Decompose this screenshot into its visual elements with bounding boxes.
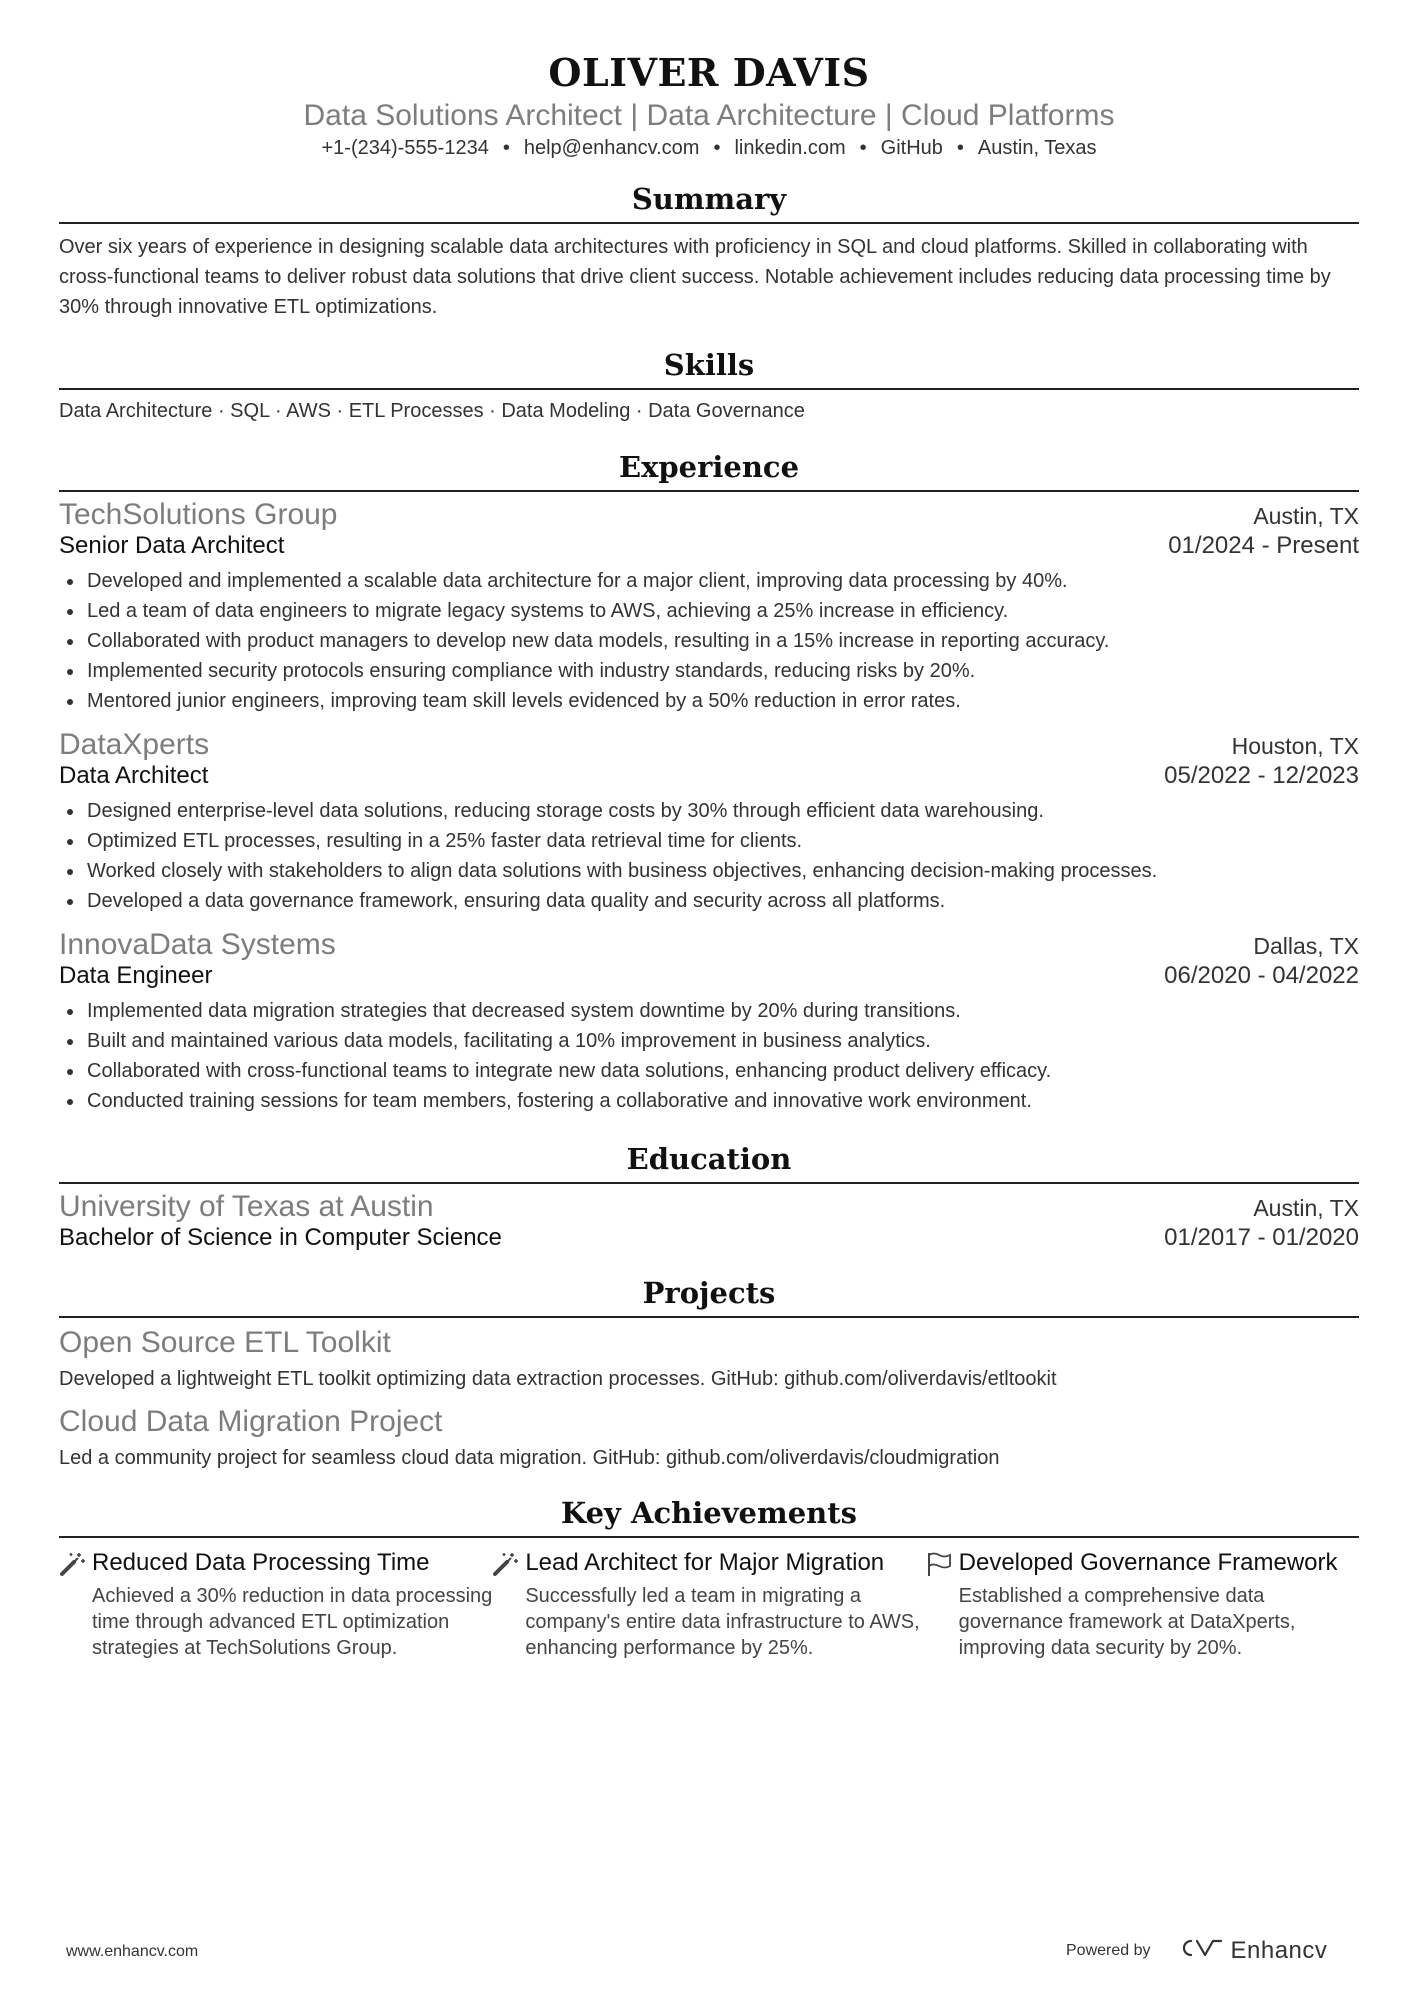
projects-heading: Projects bbox=[59, 1276, 1359, 1318]
job-role: Senior Data Architect bbox=[59, 532, 285, 559]
achievement-item bbox=[926, 1548, 1359, 1661]
summary-section bbox=[59, 182, 1359, 322]
project-description: Developed a lightweight ETL toolkit optimizing data extraction processes. GitHub: github.com/oliverdavis/etltookit bbox=[59, 1368, 1057, 1390]
achievement-description: Achieved a 30% reduction in data processing time through advanced ETL optimization strategies at TechSolutions Group. bbox=[92, 1585, 493, 1659]
job-bullet: Mentored junior engineers, improving team skill levels evidenced by a 50% reduction in error rates. bbox=[59, 686, 1359, 716]
achievement-title: Developed Governance Framework bbox=[958, 1549, 1338, 1576]
job-bullet: Developed a data governance framework, ensuring data quality and security across all platforms. bbox=[59, 886, 1359, 916]
education-section bbox=[59, 1142, 1359, 1252]
achievement-description: Established a comprehensive data governance framework at DataXperts, improving data security by 20%. bbox=[958, 1585, 1296, 1659]
skills-section bbox=[59, 348, 1359, 426]
project-description: Led a community project for seamless cloud data migration. GitHub: github.com/oliverdavis/cloudmigration bbox=[59, 1447, 1000, 1469]
contact-email[interactable]: help@enhancv.com bbox=[523, 137, 700, 159]
job-header bbox=[59, 728, 1359, 762]
job-company: DataXperts bbox=[59, 728, 210, 761]
enhancv-logo-icon bbox=[1177, 1936, 1223, 1965]
job-bullet: Collaborated with cross-functional teams to integrate new data solutions, enhancing product delivery efficacy. bbox=[59, 1056, 1359, 1086]
achievement-title: Lead Architect for Major Migration bbox=[525, 1549, 885, 1576]
contact-location: Austin, Texas bbox=[977, 137, 1097, 159]
skills-heading: Skills bbox=[59, 348, 1359, 390]
flag-icon bbox=[926, 1548, 959, 1661]
contact-github[interactable]: GitHub bbox=[880, 137, 943, 159]
job-location: Houston, TX bbox=[1231, 733, 1359, 759]
job-role: Data Architect bbox=[59, 762, 209, 789]
achievements-row bbox=[59, 1548, 1359, 1661]
summary-heading: Summary bbox=[59, 182, 1359, 224]
achievement-title: Reduced Data Processing Time bbox=[92, 1549, 430, 1576]
contact-separator: • bbox=[713, 137, 721, 159]
achievements-heading: Key Achievements bbox=[59, 1496, 1359, 1538]
contact-phone: +1-(234)-555-1234 bbox=[321, 137, 489, 159]
contact-separator: • bbox=[502, 137, 510, 159]
education-degree: Bachelor of Science in Computer Science bbox=[59, 1224, 502, 1251]
achievement-item bbox=[492, 1548, 925, 1661]
job-bullet: Built and maintained various data models, facilitating a 10% improvement in business analytics. bbox=[59, 1026, 1359, 1056]
candidate-tagline: Data Solutions Architect | Data Architecture | Cloud Platforms bbox=[303, 99, 1115, 132]
education-school: University of Texas at Austin bbox=[59, 1190, 434, 1223]
job-bullet: Optimized ETL processes, resulting in a 25% faster data retrieval time for clients. bbox=[59, 826, 1359, 856]
powered-by-label: Powered by bbox=[1066, 1941, 1151, 1959]
summary-text: Over six years of experience in designing scalable data architectures with proficiency in SQL and cloud platforms. Skilled in collaborating with cross-functional teams to deliver robust data solutions that drive client success. Notable achievement includes reducing data processing time by 30% through innovative ETL optimizations. bbox=[59, 236, 1331, 318]
achievement-content bbox=[92, 1548, 492, 1661]
candidate-name: OLIVER DAVIS bbox=[548, 50, 870, 95]
job-role: Data Engineer bbox=[59, 962, 213, 989]
achievement-content bbox=[959, 1548, 1359, 1661]
job-header bbox=[59, 928, 1359, 962]
job-bullet: Designed enterprise-level data solutions, reducing storage costs by 30% through efficient data warehousing. bbox=[59, 796, 1359, 826]
job-entry bbox=[59, 498, 1359, 716]
skills-list: Data Architecture · SQL · AWS · ETL Processes · Data Modeling · Data Governance bbox=[59, 400, 805, 422]
job-header bbox=[59, 498, 1359, 532]
job-subheader bbox=[59, 532, 1359, 560]
magic-wand-icon bbox=[492, 1548, 525, 1661]
job-bullets bbox=[59, 996, 1359, 1116]
education-heading: Education bbox=[59, 1142, 1359, 1184]
job-bullet: Conducted training sessions for team members, fostering a collaborative and innovative work environment. bbox=[59, 1086, 1359, 1116]
job-company: TechSolutions Group bbox=[59, 498, 338, 531]
achievement-content bbox=[525, 1548, 925, 1661]
job-subheader bbox=[59, 762, 1359, 790]
experience-section bbox=[59, 450, 1359, 1116]
job-bullet: Implemented data migration strategies that decreased system downtime by 20% during transitions. bbox=[59, 996, 1359, 1026]
job-bullets bbox=[59, 566, 1359, 716]
education-header bbox=[59, 1190, 1359, 1224]
job-location: Dallas, TX bbox=[1253, 933, 1359, 959]
achievement-item bbox=[59, 1548, 492, 1661]
job-bullet: Led a team of data engineers to migrate legacy systems to AWS, achieving a 25% increase in efficiency. bbox=[59, 596, 1359, 626]
education-dates: 01/2017 - 01/2020 bbox=[1164, 1224, 1359, 1251]
contact-separator: • bbox=[956, 137, 964, 159]
job-location: Austin, TX bbox=[1253, 503, 1359, 529]
job-dates: 06/2020 - 04/2022 bbox=[1164, 962, 1359, 989]
education-subheader bbox=[59, 1224, 1359, 1252]
education-location: Austin, TX bbox=[1253, 1195, 1359, 1221]
project-title: Open Source ETL Toolkit bbox=[59, 1326, 391, 1359]
project-entry bbox=[59, 1326, 1359, 1391]
job-entry bbox=[59, 728, 1359, 916]
job-dates: 01/2024 - Present bbox=[1168, 532, 1359, 559]
projects-section bbox=[59, 1276, 1359, 1470]
job-bullet: Implemented security protocols ensuring compliance with industry standards, reducing risks by 20%. bbox=[59, 656, 1359, 686]
job-entry bbox=[59, 928, 1359, 1116]
contact-separator: • bbox=[859, 137, 867, 159]
resume-page bbox=[59, 0, 1359, 1661]
job-bullet: Collaborated with product managers to develop new data models, resulting in a 15% increase in reporting accuracy. bbox=[59, 626, 1359, 656]
job-bullet: Developed and implemented a scalable data architecture for a major client, improving data processing by 40%. bbox=[59, 566, 1359, 596]
project-title: Cloud Data Migration Project bbox=[59, 1405, 443, 1438]
project-entry bbox=[59, 1405, 1359, 1470]
brand-name: Enhancv bbox=[1230, 1936, 1328, 1964]
job-company: InnovaData Systems bbox=[59, 928, 336, 961]
job-bullet: Worked closely with stakeholders to align data solutions with business objectives, enhancing decision-making processes. bbox=[59, 856, 1359, 886]
job-subheader bbox=[59, 962, 1359, 990]
contact-bar bbox=[59, 137, 1359, 160]
job-dates: 05/2022 - 12/2023 bbox=[1164, 762, 1359, 789]
achievements-section bbox=[59, 1496, 1359, 1661]
experience-heading: Experience bbox=[59, 450, 1359, 492]
footer-website[interactable]: www.enhancv.com bbox=[66, 1943, 199, 1960]
achievement-description: Successfully led a team in migrating a company's entire data infrastructure to AWS, enhancing performance by 25%. bbox=[525, 1585, 920, 1659]
contact-linkedin[interactable]: linkedin.com bbox=[734, 137, 846, 159]
education-entry bbox=[59, 1190, 1359, 1252]
job-bullets bbox=[59, 796, 1359, 916]
magic-wand-icon bbox=[59, 1548, 92, 1661]
footer-branding bbox=[1066, 1936, 1327, 1965]
